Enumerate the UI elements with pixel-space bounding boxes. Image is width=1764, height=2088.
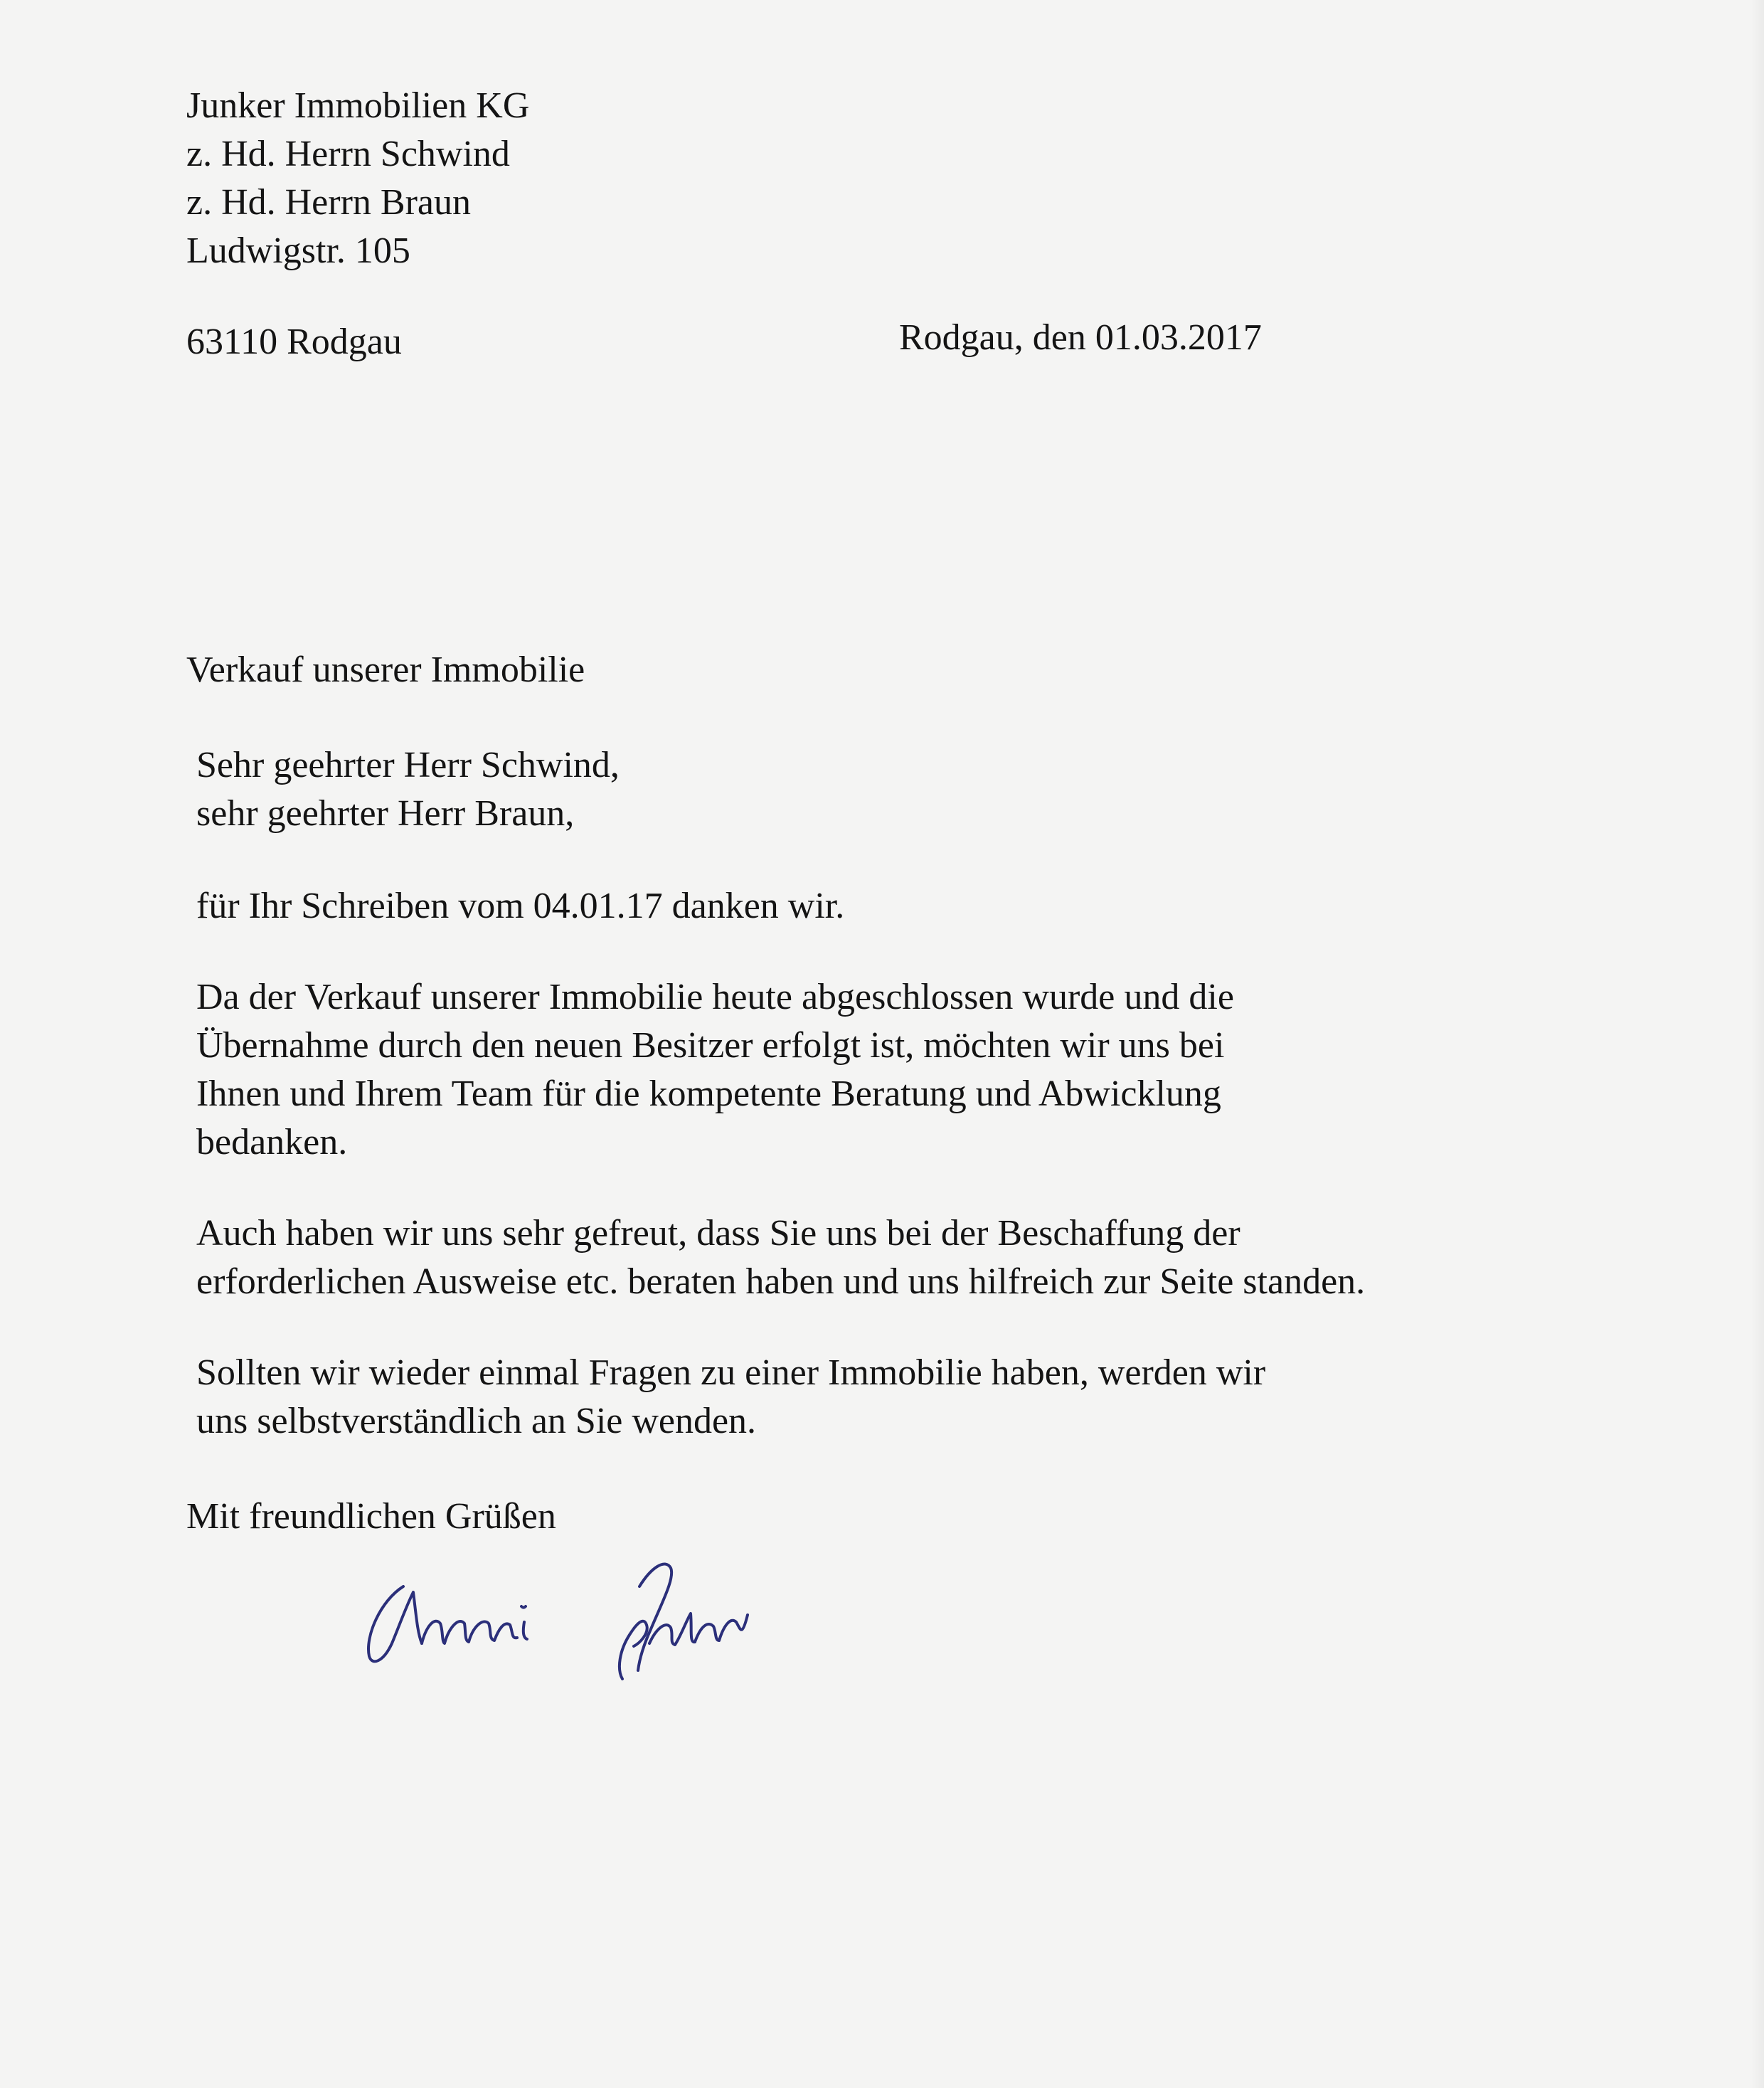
paragraph-line: Auch haben wir uns sehr gefreut, dass Sie uns bei der Beschaffung der [196, 1213, 1240, 1254]
closing-line: Mit freundlichen Grüßen [186, 1496, 556, 1537]
recipient-address [186, 82, 529, 275]
body-paragraph [196, 882, 844, 931]
recipient-postal-city: 63110 Rodgau [186, 322, 402, 362]
paragraph-line: uns selbstverständlich an Sie wenden. [196, 1401, 757, 1441]
paragraph-line: Da der Verkauf unserer Immobilie heute abgeschlossen wurde und die [196, 977, 1234, 1017]
recipient-line-attention-1: z. Hd. Herrn Schwind [186, 134, 510, 174]
paragraph-line: Ihnen und Ihrem Team für die kompetente Beratung und Abwicklung [196, 1074, 1221, 1114]
page-edge-shadow [1751, 0, 1764, 2088]
paragraph-line: Sollten wir wieder einmal Fragen zu einer Immobilie haben, werden wir [196, 1352, 1266, 1393]
salutation-line: sehr geehrter Herr Braun, [196, 793, 575, 834]
body-paragraph [196, 1209, 1365, 1306]
paragraph-line: für Ihr Schreiben vom 04.01.17 danken wir. [196, 886, 845, 926]
handwritten-signature [352, 1537, 793, 1693]
recipient-line-company: Junker Immobilien KG [186, 85, 530, 126]
body-paragraph [196, 1349, 1265, 1446]
date-line: Rodgau, den 01.03.2017 [899, 317, 1262, 358]
body-paragraph [196, 973, 1234, 1167]
paragraph-line: erforderlichen Ausweise etc. beraten haben und uns hilfreich zur Seite standen. [196, 1261, 1366, 1302]
recipient-line-street: Ludwigstr. 105 [186, 230, 410, 271]
recipient-line-attention-2: z. Hd. Herrn Braun [186, 182, 471, 223]
salutation [196, 741, 620, 838]
subject-line: Verkauf unserer Immobilie [186, 650, 585, 690]
paragraph-line: Übernahme durch den neuen Besitzer erfolgt ist, möchten wir uns bei [196, 1025, 1225, 1066]
salutation-line: Sehr geehrter Herr Schwind, [196, 745, 620, 785]
paragraph-line: bedanken. [196, 1122, 348, 1162]
